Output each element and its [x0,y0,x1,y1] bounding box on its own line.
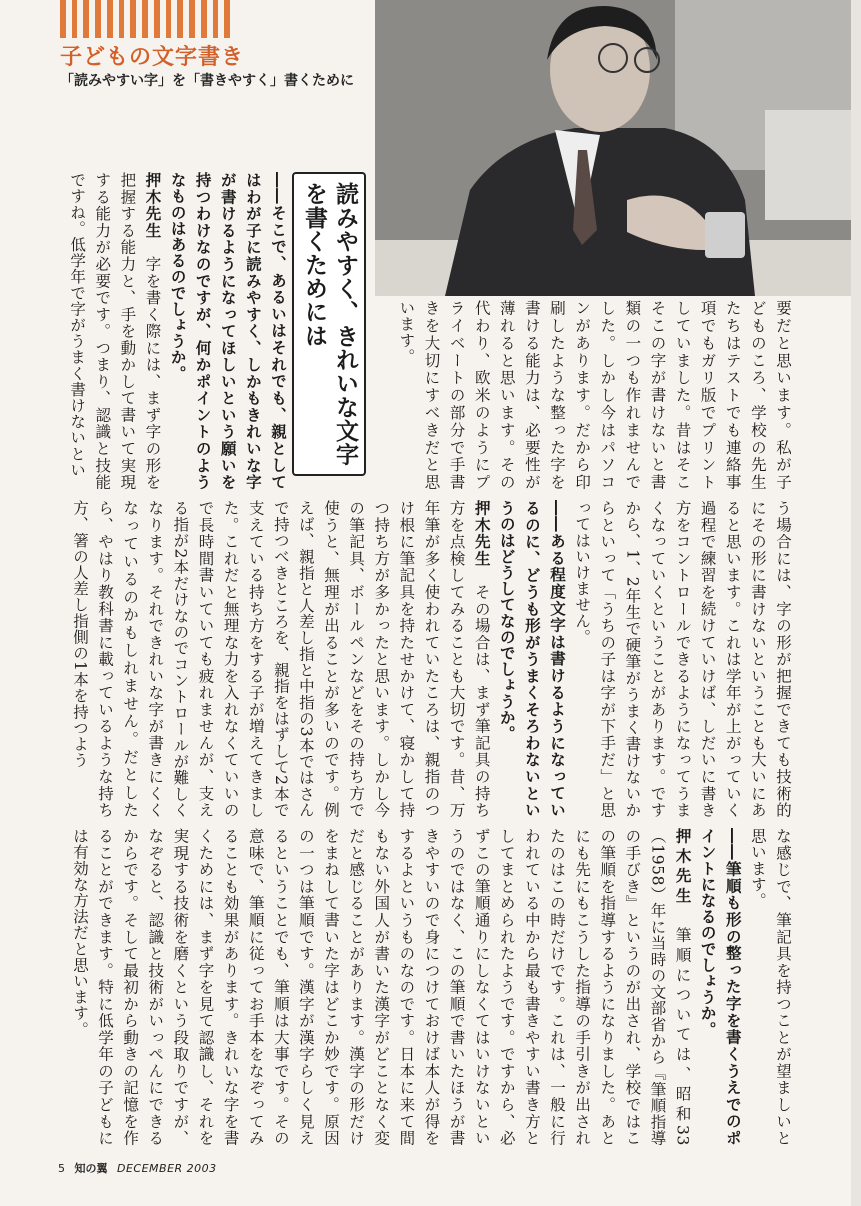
answer-text: 字を書く際には、まず字の形を把握する能力と、手を動かして書いて実現する能力が必要です。つまり、認識と技能ですね。低学年で字がうまく書けないとい [68,172,162,490]
speaker-label: 押木先生 [472,500,491,568]
interview-photo [375,0,861,296]
answer-text: その場合は、まず筆記具の持ち方を点検してみることも大切です。昔、万年筆が多く使われていたころは、親指のつけ根に筆記具を持たせかけて、寝かして持つ持ち方が多かったと思います。しかし今の筆記具、ボールペンなどをその持ち方で使うと、無理が出ることが多いのです。例えば、親指と人差し指と中指の3本ではさんで持つべきところを、親指をはずして2本で支えている持ち方をする子が増えてきました。これだと無理な力を入れなくていいので長時間書いていても疲れませんが、支える指が2本だけなのでコントロールが難しくなります。それできれいな字が書きにくくなっているのかもしれません。だとしたら、やはり教科書に載っているような持ち方、箸の人差し指側の1本を持つよう [70,500,491,818]
page-number: 5 [58,1162,65,1175]
answer-text: 筆順については、昭和33（1958）年に当時の文部省から『筆順指導の手びき』というのが出され、学校ではこの筆順を指導するようになりました。あとにも先にもこうした指導の手引きが出されたのはこの時だけです。これは、一般に行われている中から最も書きやすい書き方としてまとめられたようです。ですから、必ずこの筆順通りにしなくてはいけないというのではなく、この筆順で書いたほうが書きやすいので身につけておけば本人が得をするよというものなのです。日本に来て間もない外国人が書いた漢字がどことなく変だと感じることがあります。漢字の形だけをまねして書いた字はどこか妙です。原因の一つは筆順です。漢字が漢字らしく見えるということでも、筆順は大事です。その意味で、筆順に従ってお手本をなぞってみることも効果があります。きれいな字を書くためには、まず字を見て認識し、それを実現する技術を磨くという段取りですが、なぞると、認識と技術がいっぺんにできるからです。そして最初から動きの記憶を作ることができます。特に低学年の子どもには有効な方法だと思います。 [70,828,692,1146]
body-paragraph: う場合には、字の形が把握できても技術的にその形に書けないということも大いにあると思います。これは学年が上がっていく過程で練習を続けていけば、しだいに書き方をコントロールできるようになってうまくなっていくということがあります。ですから、1、2年生で硬筆がうまく書けないからといって「うちの子は字が下手だ」と思ってはいけません。 [573,500,792,818]
page-edge [851,0,861,1206]
speaker-label: 押木先生 [143,172,162,240]
question-paragraph: ――そこで、あるいはそれでも、親としてはわが子に読みやすく、しかもきれいな字が書けるようになってほしいという願いを持つわけなのですが、何かポイントのようなものはあるのでしょうか。 [168,172,287,490]
article-title: 子どもの文字書き [60,45,245,70]
body-paragraph: な感じで、筆記具を持つことが望ましいと思います。 [748,828,792,1146]
question-paragraph: ――ある程度文字は書けるようになっているのに、どうも形がうまくそろわないというのはどうしてなのでしょうか。 [497,500,567,818]
answer-paragraph [64,172,164,490]
column-middle [58,500,795,818]
article-subtitle: 「読みやすい字」を「書きやすく」書くために [60,73,354,89]
answer-paragraph [67,828,695,1146]
answer-paragraph [67,500,494,818]
body-paragraph: 要だと思います。私が子どものころ、学校の先生たちはテストでも連絡事項でもガリ版でプリントしていました。昔はそこそこの字が書けないと書類の一つも作れませんでした。しかし今はパソコンがあります。だから印刷したような整った字を書ける能力は、必要性が薄れると思います。その代わり、欧米のようにプライベートの部分で手書きを大切にすべきだと思います。 [397,300,792,490]
section-heading: 読みやすく、きれいな文字を書くためには [300,182,358,466]
header-decoration-stripes [60,0,230,38]
column-right-upper [370,300,795,490]
column-bottom [58,828,795,1146]
speaker-label: 押木先生 [673,828,692,908]
issue-date: DECEMBER 2003 [117,1162,217,1175]
section-heading-box [292,172,366,476]
magazine-name: 知の翼 [74,1162,108,1175]
question-paragraph: ――筆順も形の整った字を書くうえでのポイントになるのでしょうか。 [698,828,742,1146]
column-left-upper [58,172,290,490]
page-footer [58,1160,217,1176]
